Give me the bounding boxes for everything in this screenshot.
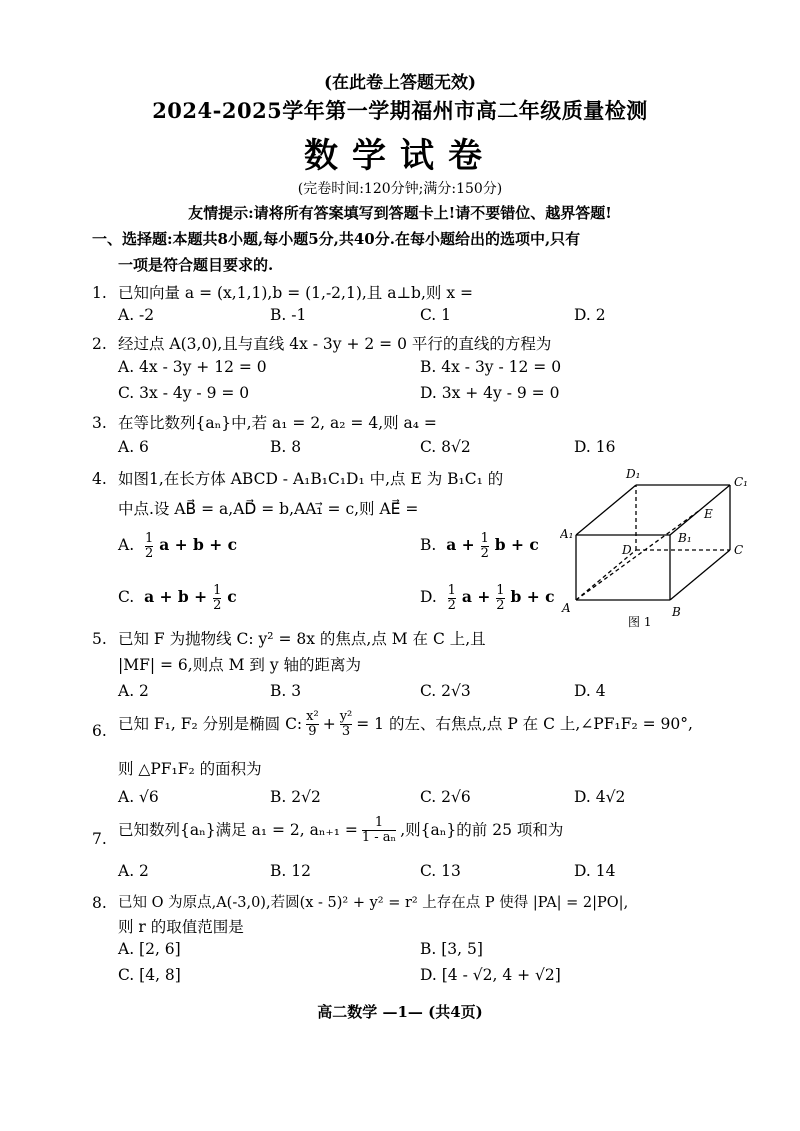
label-c1: C₁ — [734, 475, 748, 489]
q8-option-b: B. [3, 5] — [420, 940, 483, 958]
q2-option-b: B. 4x - 3y - 12 = 0 — [420, 358, 562, 376]
question-1-number: 1. — [92, 284, 107, 302]
q4-option-b: B. a + $\frac{1}{2}$ b + c — [420, 531, 539, 561]
question-6-stem-cont: 则 △PF₁F₂ 的面积为 — [118, 760, 262, 778]
q3-option-b: B. 8 — [270, 438, 302, 456]
page-footer: 高二数学 —1— (共4页) — [317, 1003, 483, 1021]
q1-option-a: A. -2 — [118, 306, 155, 324]
friendly-tip: 友情提示:请将所有答案填写到答题卡上!请不要错位、越界答题! — [188, 204, 612, 222]
question-4-stem: 如图1,在长方体 ABCD - A₁B₁C₁D₁ 中,点 E 为 B₁C₁ 的 — [118, 470, 504, 488]
question-5-number: 5. — [92, 630, 107, 648]
question-3-stem: 在等比数列{aₙ}中,若 a₁ = 2, a₂ = 4,则 a₄ = — [118, 414, 437, 432]
q7-option-b: B. 12 — [270, 862, 311, 880]
q4-option-d: D. $\frac{1}{2}$ a + $\frac{1}{2}$ b + c — [420, 583, 555, 613]
question-8-number: 8. — [92, 894, 107, 912]
q6-option-d: D. 4√2 — [574, 788, 626, 806]
question-3-number: 3. — [92, 414, 107, 432]
q2-option-d: D. 3x + 4y - 9 = 0 — [420, 384, 560, 402]
q3-option-a: A. 6 — [118, 438, 149, 456]
question-7-number: 7. — [92, 830, 107, 848]
question-1-stem: 已知向量 a = (x,1,1),b = (1,-2,1),且 a⊥b,则 x = — [118, 284, 473, 302]
label-d: D — [622, 543, 632, 557]
q5-option-d: D. 4 — [574, 682, 606, 700]
q5-option-c: C. 2√3 — [420, 682, 471, 700]
q4-option-a: A. $\frac{1}{2}$ a + b + c — [118, 531, 238, 561]
q1-option-d: D. 2 — [574, 306, 606, 324]
label-b1: B₁ — [678, 531, 692, 545]
subject-title: 数学试卷 — [304, 136, 496, 176]
q1-option-b: B. -1 — [270, 306, 307, 324]
section-heading: 一、选择题:本题共8小题,每小题5分,共40分.在每小题给出的选项中,只有 — [92, 230, 581, 248]
label-b: B — [672, 605, 681, 619]
question-4-number: 4. — [92, 470, 107, 488]
question-5-stem-cont: |MF| = 6,则点 M 到 y 轴的距离为 — [118, 656, 362, 674]
label-d1: D₁ — [626, 467, 641, 481]
exam-title: 2024-2025学年第一学期福州市高二年级质量检测 — [152, 98, 648, 123]
question-2-stem: 经过点 A(3,0),且与直线 4x - 3y + 2 = 0 平行的直线的方程为 — [118, 335, 552, 353]
question-8-stem: 已知 O 为原点,A(-3,0),若圆(x - 5)² + y² = r² 上存在点 P 使得 |PA| = 2|PO|, — [118, 895, 629, 911]
q6-option-c: C. 2√6 — [420, 788, 471, 806]
question-2-number: 2. — [92, 335, 107, 353]
q5-option-b: B. 3 — [270, 682, 302, 700]
q6-option-a: A. √6 — [118, 788, 159, 806]
edge-bc — [670, 550, 730, 600]
question-4-stem-cont: 中点.设 AB⃗ = a,AD⃗ = b,AA₁⃗ = c,则 AE⃗ = — [118, 500, 419, 518]
cuboid-figure — [560, 460, 760, 630]
q7-option-a: A. 2 — [118, 862, 149, 880]
q4-option-c: C. a + b + $\frac{1}{2}$ c — [118, 583, 237, 613]
q3-option-d: D. 16 — [574, 438, 616, 456]
q6-option-b: B. 2√2 — [270, 788, 321, 806]
question-6-number: 6. — [92, 722, 107, 740]
q1-option-c: C. 1 — [420, 306, 452, 324]
q5-option-a: A. 2 — [118, 682, 149, 700]
label-a1: A₁ — [560, 527, 574, 541]
exam-note: (在此卷上答题无效) — [323, 73, 477, 93]
edge-b1c1 — [670, 485, 730, 535]
edge-ad-hidden — [576, 550, 636, 600]
q3-option-c: C. 8√2 — [420, 438, 471, 456]
edge-a1d1 — [576, 485, 636, 535]
q2-option-a: A. 4x - 3y + 12 = 0 — [118, 358, 267, 376]
exam-time: (完卷时间:120分钟;满分:150分) — [297, 181, 503, 197]
q8-option-d: D. [4 - √2, 4 + √2] — [420, 966, 561, 984]
figure-caption: 图 1 — [628, 615, 652, 629]
question-6-stem: 已知 F₁, F₂ 分别是椭圆 C: $\frac{\text{x²}}{9}$ + $\frac{\text{y²}}{3}$ = 1 的左、右焦点,点 P 在 C 上,∠PF₁F₂ = 90°, — [118, 709, 693, 739]
question-7-stem: 已知数列{aₙ}满足 a₁ = 2, aₙ₊₁ = $\frac{1}{\text{1 - aₙ}}$ ,则{aₙ}的前 25 项和为 — [118, 815, 564, 845]
section-heading-cont: 一项是符合题目要求的. — [118, 256, 274, 274]
question-8-stem-cont: 则 r 的取值范围是 — [118, 918, 244, 936]
label-a: A — [562, 601, 571, 615]
q8-option-a: A. [2, 6] — [118, 940, 181, 958]
q7-option-d: D. 14 — [574, 862, 616, 880]
question-5-stem: 已知 F 为抛物线 C: y² = 8x 的焦点,点 M 在 C 上,且 — [118, 630, 486, 648]
q2-option-c: C. 3x - 4y - 9 = 0 — [118, 384, 250, 402]
q8-option-c: C. [4, 8] — [118, 966, 181, 984]
q7-option-c: C. 13 — [420, 862, 461, 880]
label-e: E — [704, 507, 713, 521]
segment-ae — [576, 510, 700, 600]
label-c: C — [734, 543, 744, 557]
